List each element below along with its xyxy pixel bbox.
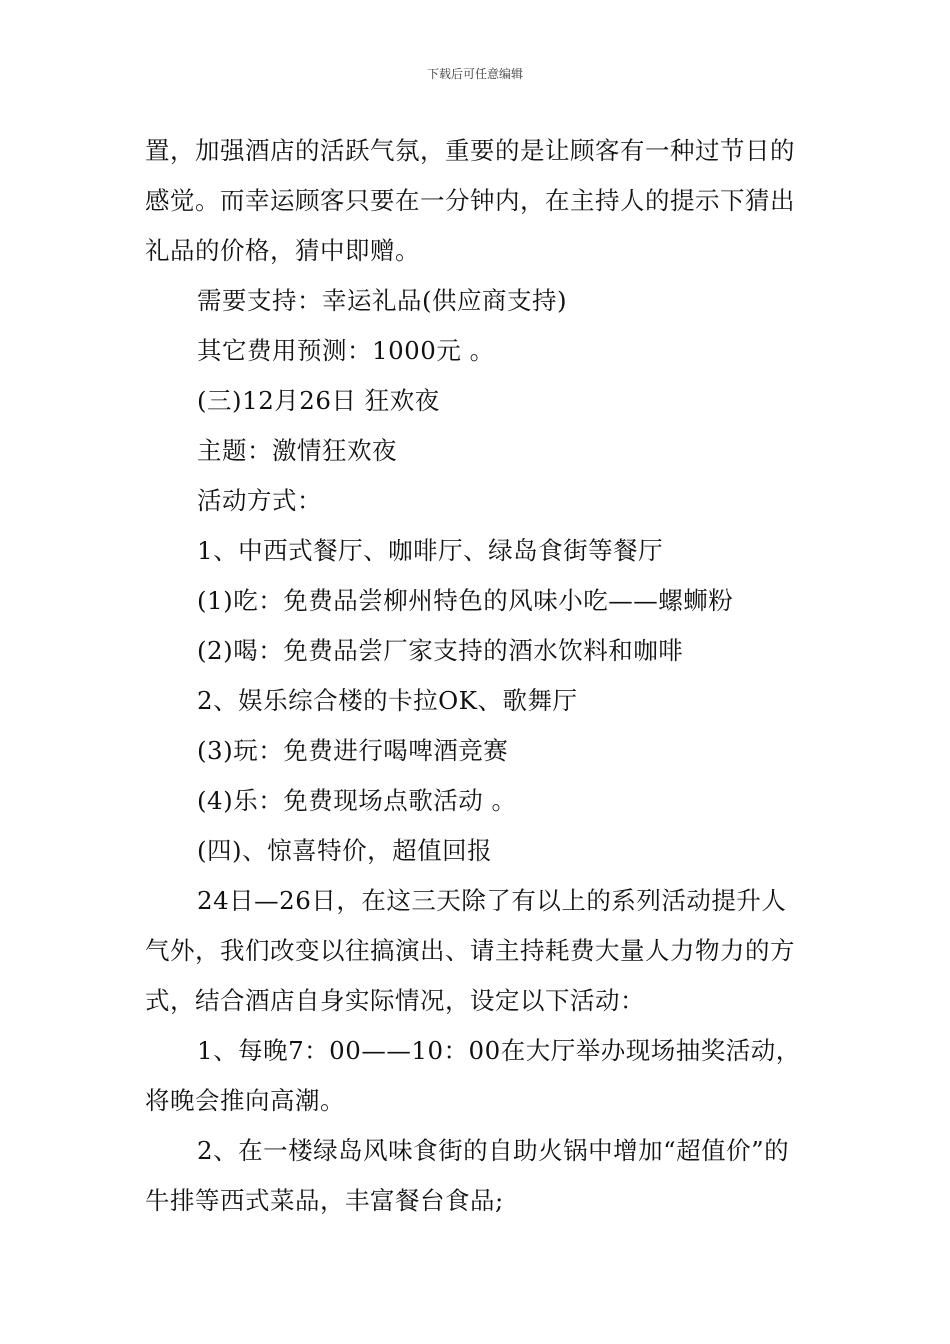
list-item: 2、在一楼绿岛风味食街的自助火锅中增加“超值价”的牛排等西式菜品，丰富餐台食品; (145, 1136, 790, 1215)
list-item: (1)吃：免费品尝柳州特色的风味小吃——螺蛳粉 (197, 586, 734, 615)
list-item: (3)玩：免费进行喝啤酒竞赛 (197, 736, 509, 765)
list-item: 1、每晚7：00——10：00在大厅举办现场抽奖活动，将晚会推向高潮。 (145, 1036, 801, 1115)
document-body (145, 126, 810, 1226)
list-item: 2、娱乐综合楼的卡拉OK、歌舞厅 (197, 686, 578, 715)
section-heading: (四)、惊喜特价，超值回报 (197, 836, 493, 865)
list-item: (4)乐：免费现场点歌活动 。 (197, 786, 517, 815)
list-item: 1、中西式餐厅、咖啡厅、绿岛食街等餐厅 (197, 536, 664, 565)
paragraph: 活动方式： (197, 486, 322, 515)
paragraph: 其它费用预测：1000元 。 (197, 336, 495, 365)
paragraph: 置，加强酒店的活跃气氛，重要的是让顾客有一种过节日的感觉。而幸运顾客只要在一分钟内，在主持人的提示下猜出礼品的价格，猜中即赠。 (145, 136, 795, 265)
section-heading: (三)12月26日 狂欢夜 (197, 386, 440, 415)
paragraph: 24日—26日，在这三天除了有以上的系列活动提升人气外，我们改变以往搞演出、请主持耗费大量人力物力的方式，结合酒店自身实际情况，设定以下活动： (145, 886, 795, 1015)
paragraph: 主题：激情狂欢夜 (197, 436, 397, 465)
page-header-note: 下载后可任意编辑 (426, 67, 523, 81)
paragraph: 需要支持：幸运礼品(供应商支持) (197, 286, 568, 315)
list-item: (2)喝：免费品尝厂家支持的酒水饮料和咖啡 (197, 636, 684, 665)
